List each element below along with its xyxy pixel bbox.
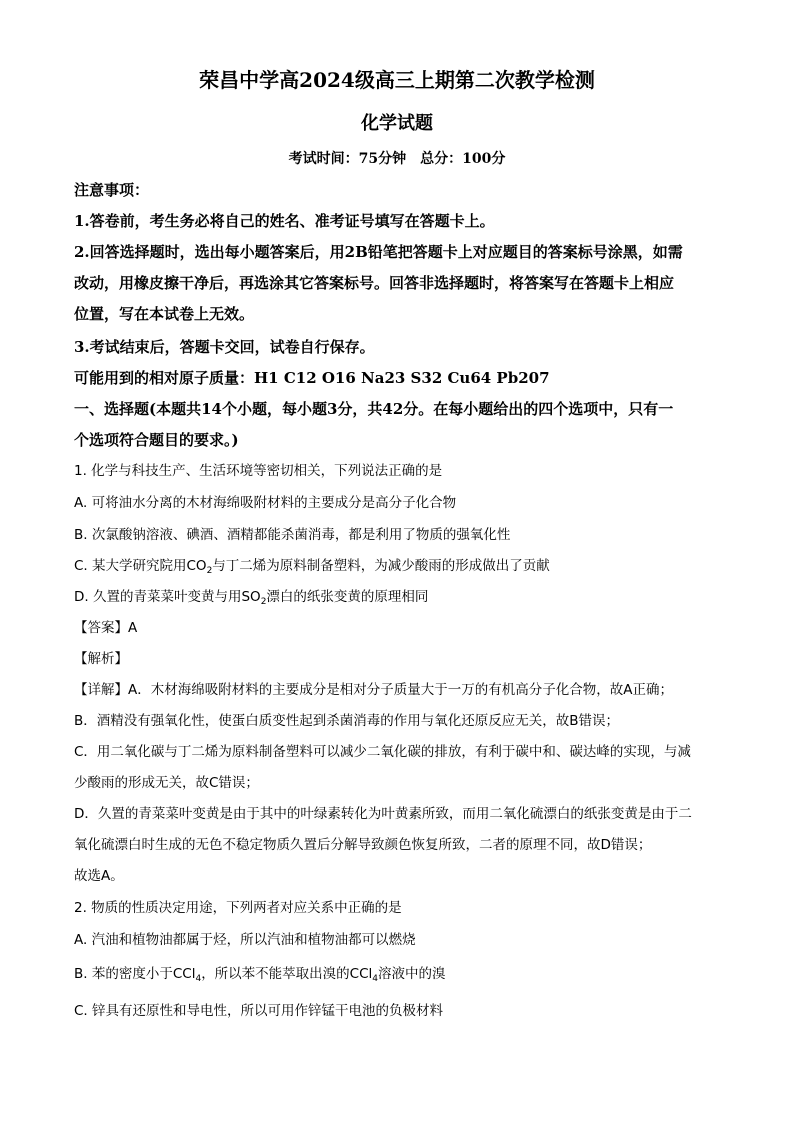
q1-detail-b: B．酒精没有强氧化性，使蛋白质变性起到杀菌消毒的作用与氧化还原反应无关，故B错误； xyxy=(74,713,620,729)
q1-detail-c-line-1: C．用二氧化碳与丁二烯为原料制备塑料可以减少二氧化碳的排放，有利于碳中和、碳达峰的实现，与减 xyxy=(74,744,691,760)
q2-option-a: A. 汽油和植物油都属于烃，所以汽油和植物油都可以燃烧 xyxy=(74,932,416,948)
q1-option-a: A. 可将油水分离的木材海绵吸附材料的主要成分是高分子化合物 xyxy=(74,495,457,511)
notice-heading: 注意事项： xyxy=(74,181,150,199)
q1-detail-c-line-2: 少酸雨的形成无关，故C错误； xyxy=(74,775,259,791)
section-1-line-1: 一、选择题(本题共14个小题，每小题3分，共42分。在每小题给出的四个选项中，只有一 xyxy=(74,400,674,418)
notice-item-2-line-1: 2.回答选择题时，选出每小题答案后，用2B铅笔把答题卡上对应题目的答案标号涂黑，如需 xyxy=(74,243,683,261)
q1-analysis-label: 【解析】 xyxy=(74,651,128,667)
q1-option-c: C. 某大学研究院用$CO_2$与丁二烯为原料制备塑料，为减少酸雨的形成做出了贡献 xyxy=(74,558,550,576)
q1-stem: 1. 化学与科技生产、生活环境等密切相关，下列说法正确的是 xyxy=(74,463,443,479)
exam-info: 考试时间：75分钟 总分：100分 xyxy=(288,151,506,167)
notice-item-3: 3.考试结束后，答题卡交回，试卷自行保存。 xyxy=(74,338,375,356)
notice-item-1: 1.答卷前，考生务必将自己的姓名、准考证号填写在答题卡上。 xyxy=(74,212,495,230)
q1-detail-a: 【详解】A．木材海绵吸附材料的主要成分是相对分子质量大于一万的有机高分子化合物，故A正确； xyxy=(74,682,673,698)
atomic-mass: 可能用到的相对原子质量：H1 C12 O16 Na23 S32 Cu64 Pb207 xyxy=(74,369,550,387)
q2-stem: 2. 物质的性质决定用途，下列两者对应关系中正确的是 xyxy=(74,900,402,916)
q2-option-b: B. 苯的密度小于CCl$_4$，所以苯不能萃取出溴的CCl$_4$溶液中的溴 xyxy=(74,966,446,984)
q1-conclusion: 故选A。 xyxy=(74,868,124,884)
exam-title: 荣昌中学高2024级高三上期第二次教学检测 xyxy=(199,68,595,92)
notice-item-2-line-2: 改动，用橡皮擦干净后，再选涂其它答案标号。回答非选择题时，将答案写在答题卡上相应 xyxy=(74,274,675,292)
notice-item-2-line-3: 位置，写在本试卷上无效。 xyxy=(74,305,255,323)
q2-option-c: C. 锌具有还原性和导电性，所以可用作锌锰干电池的负极材料 xyxy=(74,1003,444,1019)
section-1-line-2: 个选项符合题目的要求。) xyxy=(74,431,239,449)
q1-option-b: B. 次氯酸钠溶液、碘酒、酒精都能杀菌消毒，都是利用了物质的强氧化性 xyxy=(74,527,511,543)
q1-detail-d-line-2: 氧化硫漂白时生成的无色不稳定物质久置后分解导致颜色恢复所致，二者的原理不同，故D错误； xyxy=(74,837,652,853)
q1-answer: 【答案】A xyxy=(74,620,138,636)
q1-detail-d-line-1: D．久置的青菜菜叶变黄是由于其中的叶绿素转化为叶黄素所致，而用二氧化硫漂白的纸张变黄是由于二 xyxy=(74,806,692,822)
q1-option-d: D. 久置的青菜菜叶变黄与用$SO_2$漂白的纸张变黄的原理相同 xyxy=(74,589,429,607)
exam-subtitle: 化学试题 xyxy=(361,113,433,134)
